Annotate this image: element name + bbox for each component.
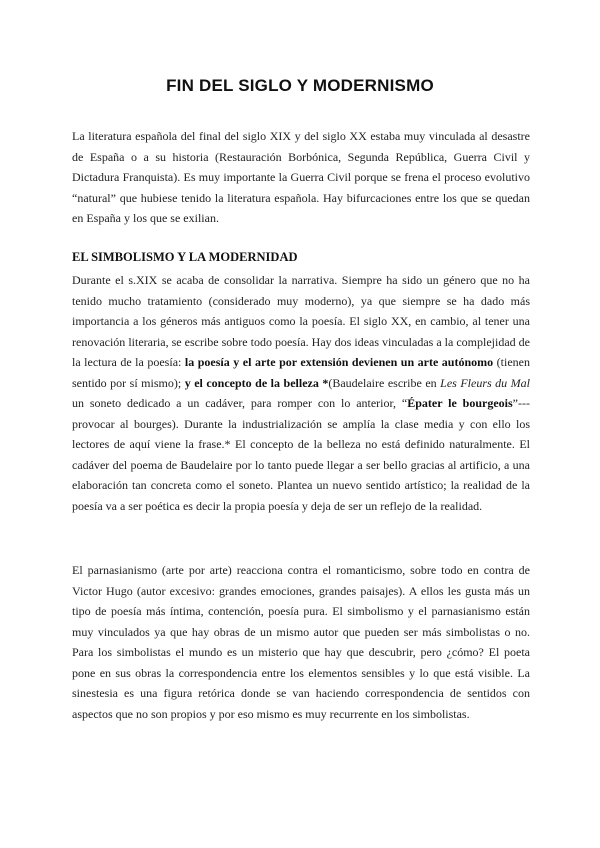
text-run: ”---provocar al bourges). Durante la industrialización se amplía la clase media y con ello los lectores de aquí viene la frase.* El concepto de la belleza no está definido naturalmente. El cadáver del poema de Baudelaire por lo tanto puede llegar a ser bello gracias al artificio, a una elaboración tan concreta como el soneto. Plantea un nuevo sentido artístico; la realidad de la poesía va a ser poética es decir la propia poesía y deja de ser un reflejo de la realidad. [72, 396, 530, 513]
bold-phrase-belleza: y el concepto de la belleza * [184, 375, 329, 390]
text-run: (Baudelaire escribe en [328, 375, 441, 390]
italic-book-title: Les Fleurs du Mal [440, 375, 530, 390]
closing-paragraph: El parnasianismo (arte por arte) reacciona contra el romanticismo, sobre todo en contra de Victor Hugo (autor excesivo: grandes emociones, grandes paisajes). A ellos les gusta más un tipo de poesía más íntima, contención, poesía pura. El simbolismo y el parnasianismo están muy vinculados ya que hay obras de un mismo autor que pueden ser más simbolistas o no. Para los simbolistas el mundo es un misterio que hay que descubrir, pero ¿cómo? El poeta pone en sus obras la correspondencia entre los elementos sensibles y lo que está visible. La sinestesia es una figura retórica donde se van haciendo correspondencia de sentidos con aspectos que no son propios y por eso mismo es muy recurrente en los simbolistas. [72, 563, 530, 721]
section-paragraph [72, 270, 530, 516]
bold-phrase-autonomo: la poesía y el arte por extensión devienen un arte autónomo [184, 355, 494, 369]
text-run: (tienen sentido por sí mismo); [72, 355, 530, 390]
intro-paragraph: La literatura española del final del siglo XIX y del siglo XX estaba muy vinculada al desastre de España o a su historia (Restauración Borbónica, Segunda República, Guerra Civil y Dictadura Franquista). Es muy importante la Guerra Civil porque se frena el proceso evolutivo “natural” que hubiese tenido la literatura española. Hay bifurcaciones entre los que se quedan en España y los que se exilian. [72, 129, 530, 225]
section-heading: EL SIMBOLISMO Y LA MODERNIDAD [72, 250, 298, 264]
text-run: un soneto dedicado a un cadáver, para romper con lo anterior, “ [72, 396, 408, 410]
text-run: Durante el s.XIX se acaba de consolidar la narrativa. Siempre ha sido un género que no ha tenido mucho tratamiento (considerado muy moderno), ya que siempre se ha dado más importancia a los géneros más antiguos como la poesía. El siglo XX, en cambio, al tener una renovación literaria, se escribe sobre todo poesía. Hay dos ideas vinculadas a la complejidad de la lectura de la poesía: [72, 273, 530, 369]
bold-phrase-epater: Épater le bourgeois [407, 396, 513, 410]
document-title: FIN DEL SIGLO Y MODERNISMO [166, 76, 434, 95]
